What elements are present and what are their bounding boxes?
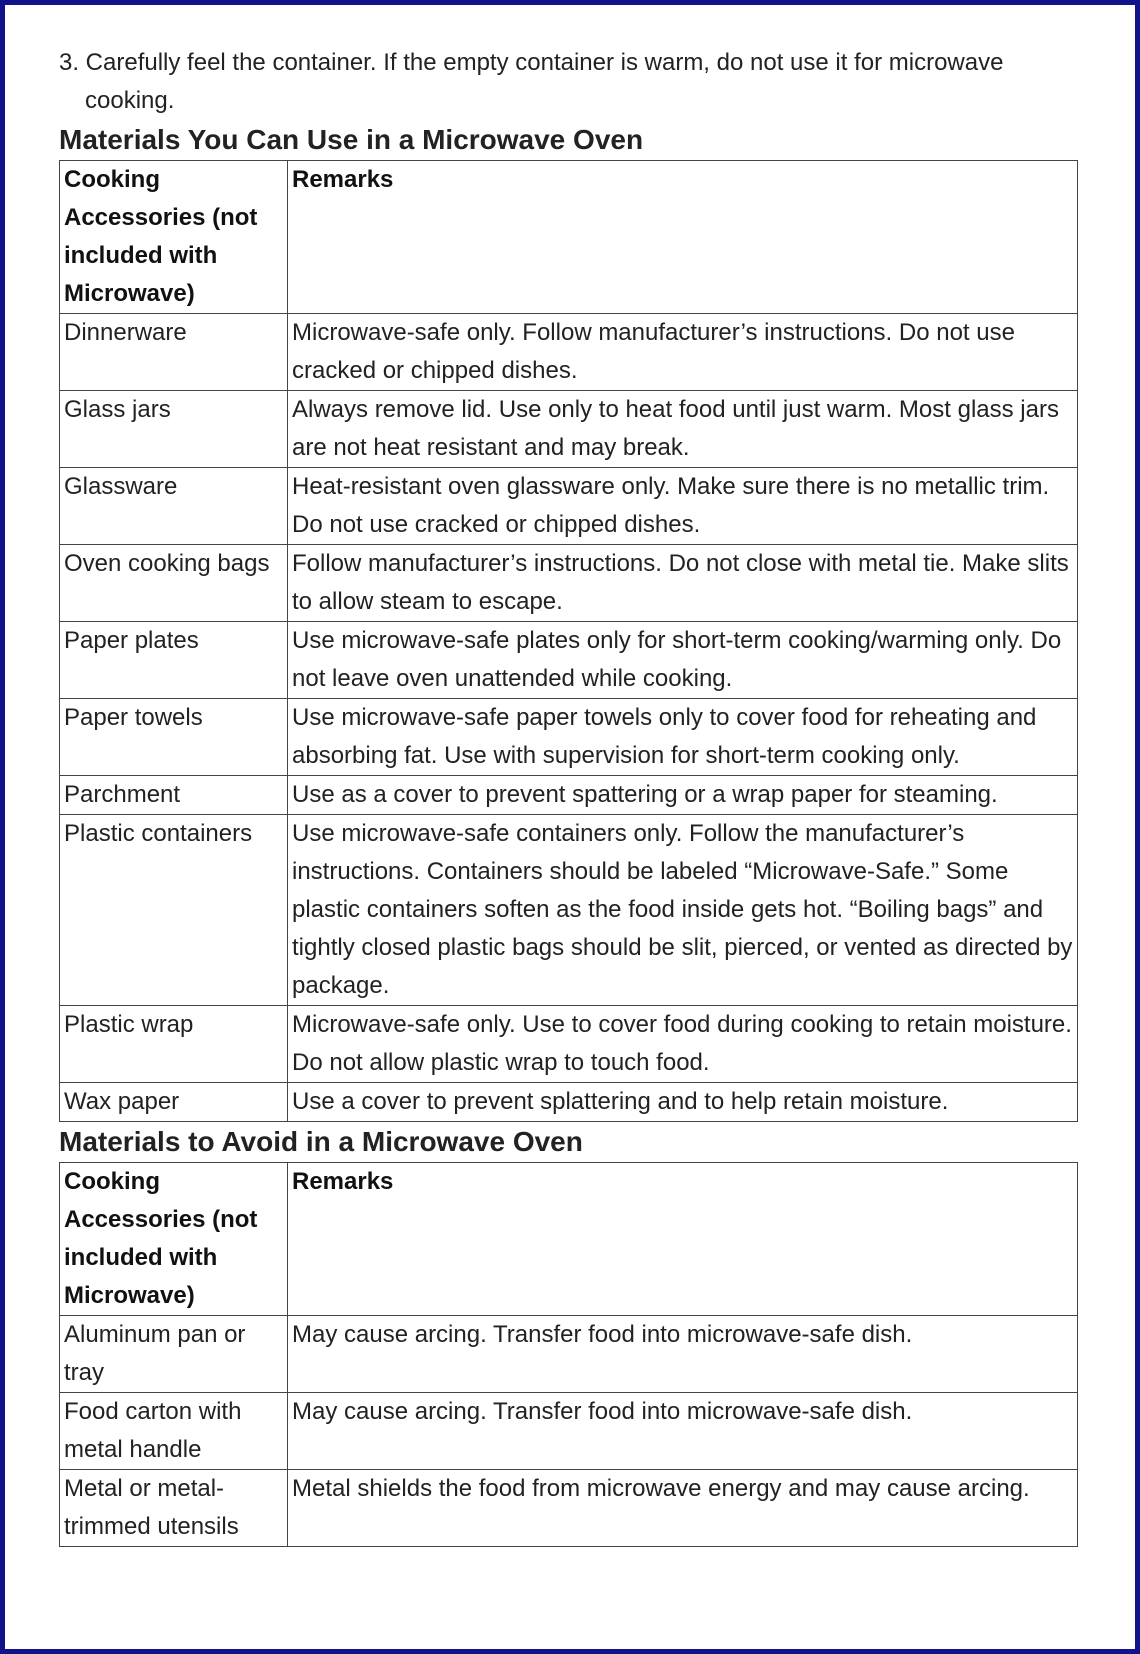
table-row xyxy=(60,815,1078,1006)
remarks-cell: May cause arcing. Transfer food into microwave-safe dish. xyxy=(288,1393,1078,1470)
material-cell: Aluminum pan or tray xyxy=(60,1316,288,1393)
remarks-cell: Microwave-safe only. Follow manufacturer’s instructions. Do not use cracked or chipped dishes. xyxy=(288,314,1078,391)
remarks-cell: Microwave-safe only. Use to cover food during cooking to retain moisture. Do not allow plastic wrap to touch food. xyxy=(288,1006,1078,1083)
material-cell: Glassware xyxy=(60,468,288,545)
material-cell: Paper plates xyxy=(60,622,288,699)
table-row xyxy=(60,776,1078,815)
table-row xyxy=(60,545,1078,622)
table-row xyxy=(60,699,1078,776)
remarks-cell: Always remove lid. Use only to heat food until just warm. Most glass jars are not heat resistant and may break. xyxy=(288,391,1078,468)
table-row xyxy=(60,1083,1078,1122)
table-row xyxy=(60,1470,1078,1547)
materials-use-table xyxy=(59,160,1078,1122)
material-cell: Paper towels xyxy=(60,699,288,776)
table-row xyxy=(60,1316,1078,1393)
header-accessories: Cooking Accessories (not included with Microwave) xyxy=(60,1163,288,1316)
table-row xyxy=(60,622,1078,699)
remarks-cell: Use microwave-safe plates only for short-term cooking/warming only. Do not leave oven unattended while cooking. xyxy=(288,622,1078,699)
remarks-cell: May cause arcing. Transfer food into microwave-safe dish. xyxy=(288,1316,1078,1393)
header-remarks: Remarks xyxy=(288,1163,1078,1316)
material-cell: Parchment xyxy=(60,776,288,815)
material-cell: Dinnerware xyxy=(60,314,288,391)
material-cell: Food carton with metal handle xyxy=(60,1393,288,1470)
table-row xyxy=(60,391,1078,468)
header-accessories: Cooking Accessories (not included with Microwave) xyxy=(60,161,288,314)
table-header-row xyxy=(60,1163,1078,1316)
remarks-cell: Follow manufacturer’s instructions. Do not close with metal tie. Make slits to allow steam to escape. xyxy=(288,545,1078,622)
table-row xyxy=(60,1006,1078,1083)
remarks-cell: Use microwave-safe containers only. Follow the manufacturer’s instructions. Containers should be labeled “Microwave-Safe.” Some plastic containers soften as the food inside gets hot. “Boiling bags” and tightly closed plastic bags should be slit, pierced, or vented as directed by package. xyxy=(288,815,1078,1006)
remarks-cell: Metal shields the food from microwave energy and may cause arcing. xyxy=(288,1470,1078,1547)
header-remarks: Remarks xyxy=(288,161,1078,314)
section-title-avoid: Materials to Avoid in a Microwave Oven xyxy=(59,1126,583,1157)
table-header-row xyxy=(60,161,1078,314)
document-body xyxy=(59,44,1079,1547)
intro-step: 3. Carefully feel the container. If the empty container is warm, do not use it for microwave cooking. xyxy=(59,49,1004,114)
remarks-cell: Heat-resistant oven glassware only. Make sure there is no metallic trim. Do not use cracked or chipped dishes. xyxy=(288,468,1078,545)
material-cell: Metal or metal-trimmed utensils xyxy=(60,1470,288,1547)
table-row xyxy=(60,314,1078,391)
material-cell: Glass jars xyxy=(60,391,288,468)
material-cell: Plastic wrap xyxy=(60,1006,288,1083)
remarks-cell: Use a cover to prevent splattering and to help retain moisture. xyxy=(288,1083,1078,1122)
material-cell: Plastic containers xyxy=(60,815,288,1006)
section-title-use: Materials You Can Use in a Microwave Oven xyxy=(59,124,644,155)
table-row xyxy=(60,468,1078,545)
remarks-cell: Use as a cover to prevent spattering or a wrap paper for steaming. xyxy=(288,776,1078,815)
materials-avoid-table xyxy=(59,1162,1078,1547)
remarks-cell: Use microwave-safe paper towels only to cover food for reheating and absorbing fat. Use with supervision for short-term cooking only. xyxy=(288,699,1078,776)
material-cell: Wax paper xyxy=(60,1083,288,1122)
material-cell: Oven cooking bags xyxy=(60,545,288,622)
table-row xyxy=(60,1393,1078,1470)
